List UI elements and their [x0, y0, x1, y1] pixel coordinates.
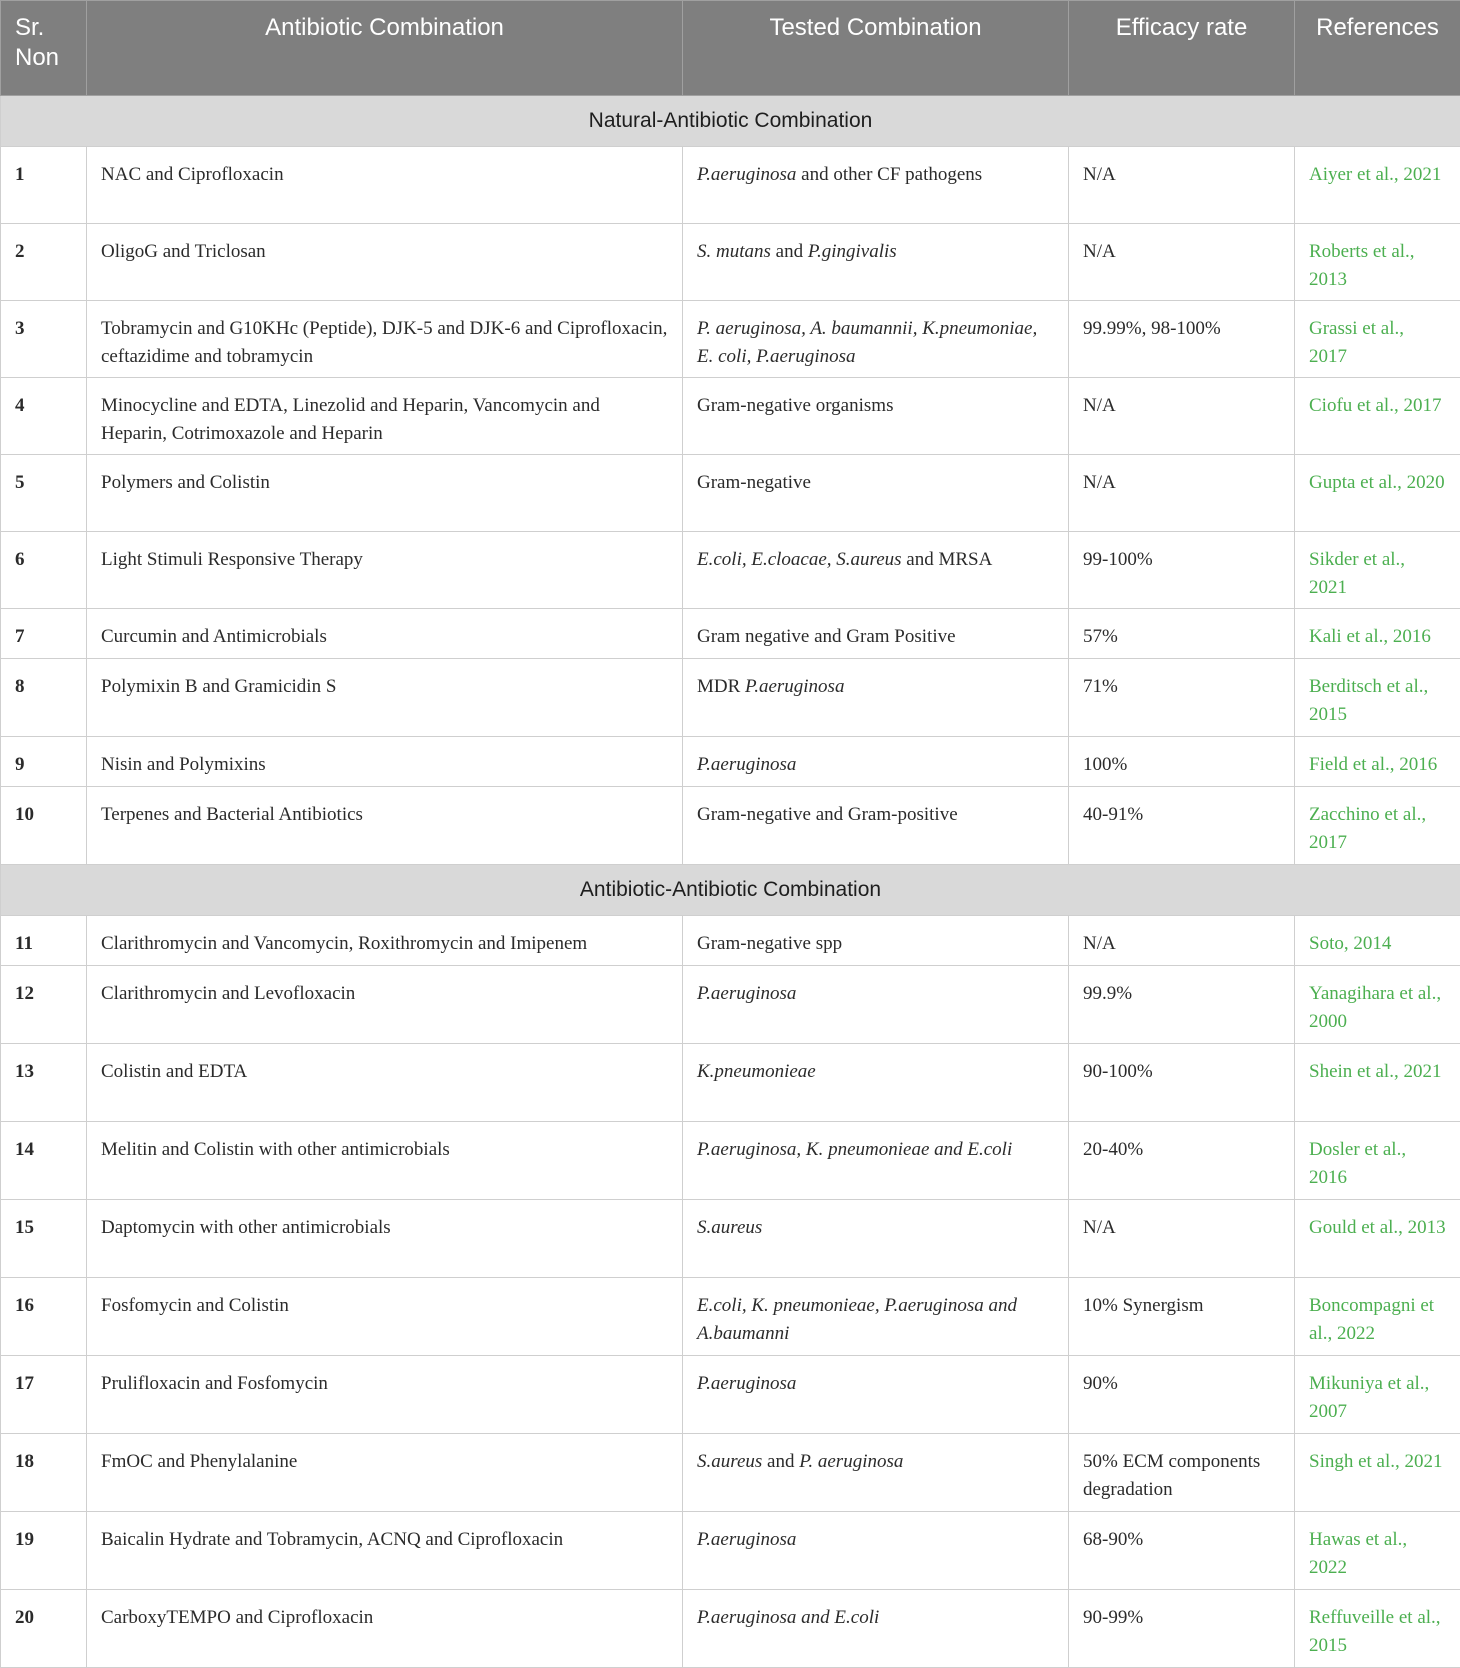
reference-link[interactable]: Yanagihara et al., 2000 — [1295, 966, 1460, 1044]
section-title: Antibiotic-Antibiotic Combination — [1, 865, 1460, 916]
tested-combination-cell — [683, 1512, 1069, 1590]
tested-combination-cell — [683, 787, 1069, 865]
row-number: 7 — [1, 609, 87, 659]
tested-combination-cell — [683, 1044, 1069, 1122]
row-number: 9 — [1, 737, 87, 787]
tested-text: MDR — [697, 676, 745, 697]
efficacy-rate-cell: 40-91% — [1069, 787, 1295, 865]
tested-combination-cell — [683, 916, 1069, 966]
efficacy-rate-cell: N/A — [1069, 1200, 1295, 1278]
row-number: 16 — [1, 1278, 87, 1356]
reference-link[interactable]: Zacchino et al., 2017 — [1295, 787, 1460, 865]
efficacy-rate-cell: N/A — [1069, 147, 1295, 224]
antibiotic-combination-cell: Melitin and Colistin with other antimicrobials — [87, 1122, 683, 1200]
table-row — [1, 659, 1460, 737]
organism-name: P.gingivalis — [808, 241, 897, 262]
table-row — [1, 609, 1460, 659]
efficacy-rate-cell: 99.9% — [1069, 966, 1295, 1044]
table-header — [1, 1, 1460, 96]
row-number: 4 — [1, 378, 87, 455]
table-row — [1, 455, 1460, 532]
row-number: 20 — [1, 1590, 87, 1668]
row-number: 14 — [1, 1122, 87, 1200]
efficacy-rate-cell: 20-40% — [1069, 1122, 1295, 1200]
tested-combination-cell — [683, 224, 1069, 301]
row-number: 18 — [1, 1434, 87, 1512]
tested-combination-cell — [683, 378, 1069, 455]
organism-name: P. aeruginosa, A. baumannii, K.pneumoniae, E. coli, P.aeruginosa — [697, 318, 1037, 367]
table-row — [1, 532, 1460, 609]
reference-link[interactable]: Soto, 2014 — [1295, 916, 1460, 966]
reference-link[interactable]: Sikder et al., 2021 — [1295, 532, 1460, 609]
reference-link[interactable]: Gould et al., 2013 — [1295, 1200, 1460, 1278]
reference-link[interactable]: Gupta et al., 2020 — [1295, 455, 1460, 532]
row-number: 10 — [1, 787, 87, 865]
reference-link[interactable]: Dosler et al., 2016 — [1295, 1122, 1460, 1200]
header-sr-no: Sr. Non — [1, 1, 87, 96]
antibiotic-combination-cell: Curcumin and Antimicrobials — [87, 609, 683, 659]
organism-name: P.aeruginosa — [697, 754, 796, 775]
efficacy-rate-cell: 90-100% — [1069, 1044, 1295, 1122]
tested-combination-cell — [683, 147, 1069, 224]
row-number: 2 — [1, 224, 87, 301]
efficacy-rate-cell: 99.99%, 98-100% — [1069, 301, 1295, 378]
antibiotic-combination-cell: Nisin and Polymixins — [87, 737, 683, 787]
tested-combination-cell — [683, 455, 1069, 532]
table-row — [1, 737, 1460, 787]
reference-link[interactable]: Reffuveille et al., 2015 — [1295, 1590, 1460, 1668]
table-row — [1, 378, 1460, 455]
efficacy-rate-cell: N/A — [1069, 916, 1295, 966]
table-row — [1, 1044, 1460, 1122]
row-number: 15 — [1, 1200, 87, 1278]
antibiotic-combination-cell: Light Stimuli Responsive Therapy — [87, 532, 683, 609]
tested-combination-cell — [683, 1356, 1069, 1434]
row-number: 8 — [1, 659, 87, 737]
tested-combination-cell — [683, 737, 1069, 787]
tested-combination-cell — [683, 1122, 1069, 1200]
reference-link[interactable]: Aiyer et al., 2021 — [1295, 147, 1460, 224]
efficacy-rate-cell: 10% Synergism — [1069, 1278, 1295, 1356]
organism-name: P.aeruginosa — [745, 676, 844, 697]
antibiotic-combination-cell: FmOC and Phenylalanine — [87, 1434, 683, 1512]
tested-combination-cell — [683, 1434, 1069, 1512]
reference-link[interactable]: Singh et al., 2021 — [1295, 1434, 1460, 1512]
header-antibiotic-combination: Antibiotic Combination — [87, 1, 683, 96]
organism-name: P.aeruginosa — [697, 983, 796, 1004]
row-number: 19 — [1, 1512, 87, 1590]
table-row — [1, 1278, 1460, 1356]
organism-name: P.aeruginosa, K. pneumonieae and E.coli — [697, 1139, 1012, 1160]
organism-name: K.pneumonieae — [697, 1061, 816, 1082]
antibiotic-combination-cell: Minocycline and EDTA, Linezolid and Heparin, Vancomycin and Heparin, Cotrimoxazole and Heparin — [87, 378, 683, 455]
header-row — [1, 1, 1460, 96]
reference-link[interactable]: Boncompagni et al., 2022 — [1295, 1278, 1460, 1356]
table-row — [1, 916, 1460, 966]
reference-link[interactable]: Berditsch et al., 2015 — [1295, 659, 1460, 737]
antibiotic-combination-cell: Polymixin B and Gramicidin S — [87, 659, 683, 737]
tested-combination-cell — [683, 301, 1069, 378]
header-references: References — [1295, 1, 1460, 96]
tested-combination-cell — [683, 609, 1069, 659]
row-number: 12 — [1, 966, 87, 1044]
reference-link[interactable]: Shein et al., 2021 — [1295, 1044, 1460, 1122]
efficacy-rate-cell: N/A — [1069, 224, 1295, 301]
efficacy-rate-cell: 90-99% — [1069, 1590, 1295, 1668]
reference-link[interactable]: Grassi et al., 2017 — [1295, 301, 1460, 378]
table-row — [1, 1512, 1460, 1590]
section-row — [1, 96, 1460, 147]
tested-text: and other CF pathogens — [796, 164, 982, 185]
antibiotic-combination-cell: Tobramycin and G10KHc (Peptide), DJK-5 and DJK-6 and Ciprofloxacin, ceftazidime and tobramycin — [87, 301, 683, 378]
efficacy-rate-cell: 68-90% — [1069, 1512, 1295, 1590]
antibiotic-combination-cell: Clarithromycin and Vancomycin, Roxithromycin and Imipenem — [87, 916, 683, 966]
antibiotic-combination-cell: Baicalin Hydrate and Tobramycin, ACNQ and Ciprofloxacin — [87, 1512, 683, 1590]
table-row — [1, 1122, 1460, 1200]
table-row — [1, 1356, 1460, 1434]
organism-name: P.aeruginosa — [697, 164, 796, 185]
reference-link[interactable]: Roberts et al., 2013 — [1295, 224, 1460, 301]
row-number: 17 — [1, 1356, 87, 1434]
table-row — [1, 147, 1460, 224]
row-number: 3 — [1, 301, 87, 378]
antibiotic-combination-cell: Polymers and Colistin — [87, 455, 683, 532]
tested-text: and MRSA — [902, 549, 993, 570]
table-row — [1, 1200, 1460, 1278]
table-row — [1, 966, 1460, 1044]
antibiotic-combination-cell: Prulifloxacin and Fosfomycin — [87, 1356, 683, 1434]
tested-combination-cell — [683, 1278, 1069, 1356]
antibiotic-combination-cell: Colistin and EDTA — [87, 1044, 683, 1122]
efficacy-rate-cell: 90% — [1069, 1356, 1295, 1434]
efficacy-rate-cell: 71% — [1069, 659, 1295, 737]
table-row — [1, 1590, 1460, 1668]
tested-combination-cell — [683, 532, 1069, 609]
antibiotic-combination-cell: NAC and Ciprofloxacin — [87, 147, 683, 224]
tested-combination-cell — [683, 1200, 1069, 1278]
efficacy-rate-cell: 57% — [1069, 609, 1295, 659]
organism-name: P.aeruginosa and E.coli — [697, 1607, 879, 1628]
table-row — [1, 301, 1460, 378]
antibiotic-combination-cell: Fosfomycin and Colistin — [87, 1278, 683, 1356]
efficacy-rate-cell: N/A — [1069, 455, 1295, 532]
antibiotic-combination-cell: Terpenes and Bacterial Antibiotics — [87, 787, 683, 865]
tested-text: Gram negative and Gram Positive — [697, 626, 956, 647]
reference-link[interactable]: Hawas et al., 2022 — [1295, 1512, 1460, 1590]
efficacy-rate-cell: 50% ECM components degradation — [1069, 1434, 1295, 1512]
tested-text: Gram-negative organisms — [697, 395, 893, 416]
row-number: 11 — [1, 916, 87, 966]
reference-link[interactable]: Kali et al., 2016 — [1295, 609, 1460, 659]
reference-link[interactable]: Ciofu et al., 2017 — [1295, 378, 1460, 455]
row-number: 6 — [1, 532, 87, 609]
section-title: Natural-Antibiotic Combination — [1, 96, 1460, 147]
reference-link[interactable]: Mikuniya et al., 2007 — [1295, 1356, 1460, 1434]
row-number: 5 — [1, 455, 87, 532]
organism-name: E.coli, K. pneumonieae, P.aeruginosa and A.baumanni — [697, 1295, 1017, 1344]
section-row — [1, 865, 1460, 916]
tested-text: Gram-negative spp — [697, 933, 842, 954]
organism-name: S. mutans — [697, 241, 771, 262]
efficacy-rate-cell: 100% — [1069, 737, 1295, 787]
table-row — [1, 224, 1460, 301]
table-row — [1, 787, 1460, 865]
tested-combination-cell — [683, 659, 1069, 737]
header-efficacy-rate: Efficacy rate — [1069, 1, 1295, 96]
organism-name: E.coli, E.cloacae, S.aureus — [697, 549, 902, 570]
reference-link[interactable]: Field et al., 2016 — [1295, 737, 1460, 787]
header-tested-combination: Tested Combination — [683, 1, 1069, 96]
tested-text: and — [762, 1451, 799, 1472]
organism-name: S.aureus — [697, 1217, 762, 1238]
antibiotic-combination-cell: Daptomycin with other antimicrobials — [87, 1200, 683, 1278]
tested-text: Gram-negative — [697, 472, 811, 493]
antibiotic-combination-cell: CarboxyTEMPO and Ciprofloxacin — [87, 1590, 683, 1668]
row-number: 1 — [1, 147, 87, 224]
efficacy-rate-cell: N/A — [1069, 378, 1295, 455]
tested-combination-cell — [683, 1590, 1069, 1668]
organism-name: P.aeruginosa — [697, 1529, 796, 1550]
efficacy-rate-cell: 99-100% — [1069, 532, 1295, 609]
antibiotic-combination-cell: OligoG and Triclosan — [87, 224, 683, 301]
antibiotic-combination-cell: Clarithromycin and Levofloxacin — [87, 966, 683, 1044]
organism-name: P.aeruginosa — [697, 1373, 796, 1394]
tested-text: and — [771, 241, 808, 262]
organism-name: P. aeruginosa — [799, 1451, 903, 1472]
organism-name: S.aureus — [697, 1451, 762, 1472]
tested-text: Gram-negative and Gram-positive — [697, 804, 958, 825]
table-body — [1, 96, 1460, 1668]
row-number: 13 — [1, 1044, 87, 1122]
tested-combination-cell — [683, 966, 1069, 1044]
table-row — [1, 1434, 1460, 1512]
